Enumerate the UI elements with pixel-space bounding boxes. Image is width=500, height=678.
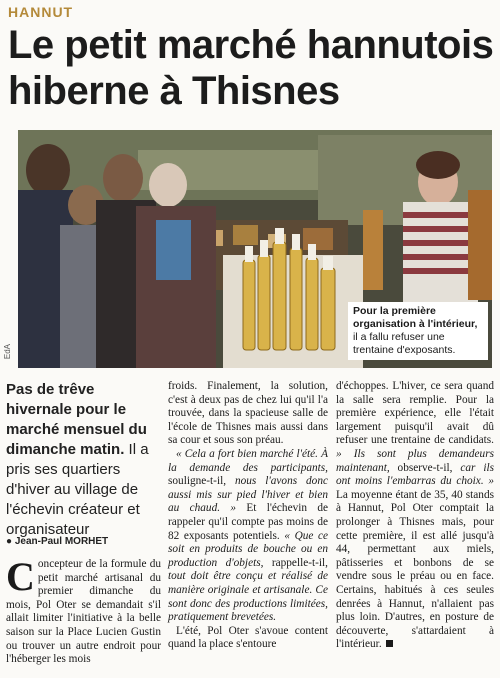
caption-bold: Pour la première organisation à l'intérieur, <box>353 305 478 330</box>
end-mark <box>386 640 393 647</box>
col3-paragraph-1 <box>336 380 494 652</box>
col1-text: oncepteur de la formule du petit marché artisanal du premier dimanche du mois, Pol Oter se demandait s'il allait limiter l'initiative à la belle saison sur la Place Lucien Gustin ou trouver un autre endroit pour l'héberger les mois <box>6 558 161 666</box>
quote: « Cela a fort bien marché l'été. À la demande des participants, <box>168 447 328 474</box>
text: rappelle-t-il, <box>263 556 329 569</box>
quote: car ils ont moins l'embarras du choix. » <box>336 461 494 488</box>
lead-bold: Pas de trêve hivernale pour le marché mensuel du dimanche matin. <box>6 381 147 458</box>
photo-caption <box>348 302 488 360</box>
byline: ● Jean-Paul MORHET <box>6 536 109 547</box>
quote: » Ils sont plus demandeurs maintenant, <box>336 447 494 474</box>
text: souligne-t-il, <box>168 475 235 488</box>
text: d'échoppes. L'hiver, ce sera quand la salle sera remplie. Pour la première expérience, elle l'était largement puisqu'il avait dû refuser une trentaine de candidats. <box>336 380 494 447</box>
caption-rest: il a fallu refuser une trentaine d'exposants. <box>353 331 456 356</box>
article-column-1 <box>6 554 161 667</box>
text: Et l'échevin de rappeler qu'il compte pas moins de 82 exposants potentiels. <box>168 502 328 542</box>
quote: nous l'avons donc aussi mis sur pied l'hiver et bien au chaud. » <box>168 475 328 515</box>
headline: Le petit marché hannutois hiberne à Thisnes <box>8 23 494 113</box>
text: observe-t-il, <box>389 461 461 474</box>
section-tag: HANNUT <box>8 4 74 20</box>
lead-paragraph <box>6 380 161 540</box>
article-column-3 <box>336 380 494 652</box>
col2-paragraph-2 <box>168 448 328 625</box>
drop-cap: C <box>6 554 35 599</box>
quote: tout doit être conçu et réalisé de manière originale et artisanale. Ce sont donc des productions limitées, pratiquement brevetées. <box>168 570 328 624</box>
photo-credit: EdA <box>3 344 12 360</box>
col2-paragraph-3: L'été, Pol Oter s'avoue content quand la place s'entoure <box>168 624 328 651</box>
col2-paragraph-1: froids. Finalement, la solution, c'est à deux pas de chez lui qu'il l'a trouvée, dans la spacieuse salle de l'école de Thisnes mais aussi dans sa cour et sous son préau. <box>168 380 328 447</box>
quote: « Que ce soit en produits de bouche ou en production d'objets, <box>168 529 328 569</box>
lead-rest: Il a pris ses quartiers d'hiver au village de l'échevin créateur et organisateur <box>6 441 149 538</box>
article-column-2 <box>168 380 328 652</box>
text: La moyenne étant de 35, 40 stands à Hannut, Pol Oter comptait la prolonger à Thisnes mais, pour cette première, il est allé jusqu'à 44, permettant aux miels, pâtisseries et bonbons de se vendre sous le préau ou en face. Certains, habitués à ces seules denrées à Hannut, n'allaient pas plus loin. D'autres, en posture de découverte, s'attardaient à l'intérieur. <box>336 488 494 651</box>
